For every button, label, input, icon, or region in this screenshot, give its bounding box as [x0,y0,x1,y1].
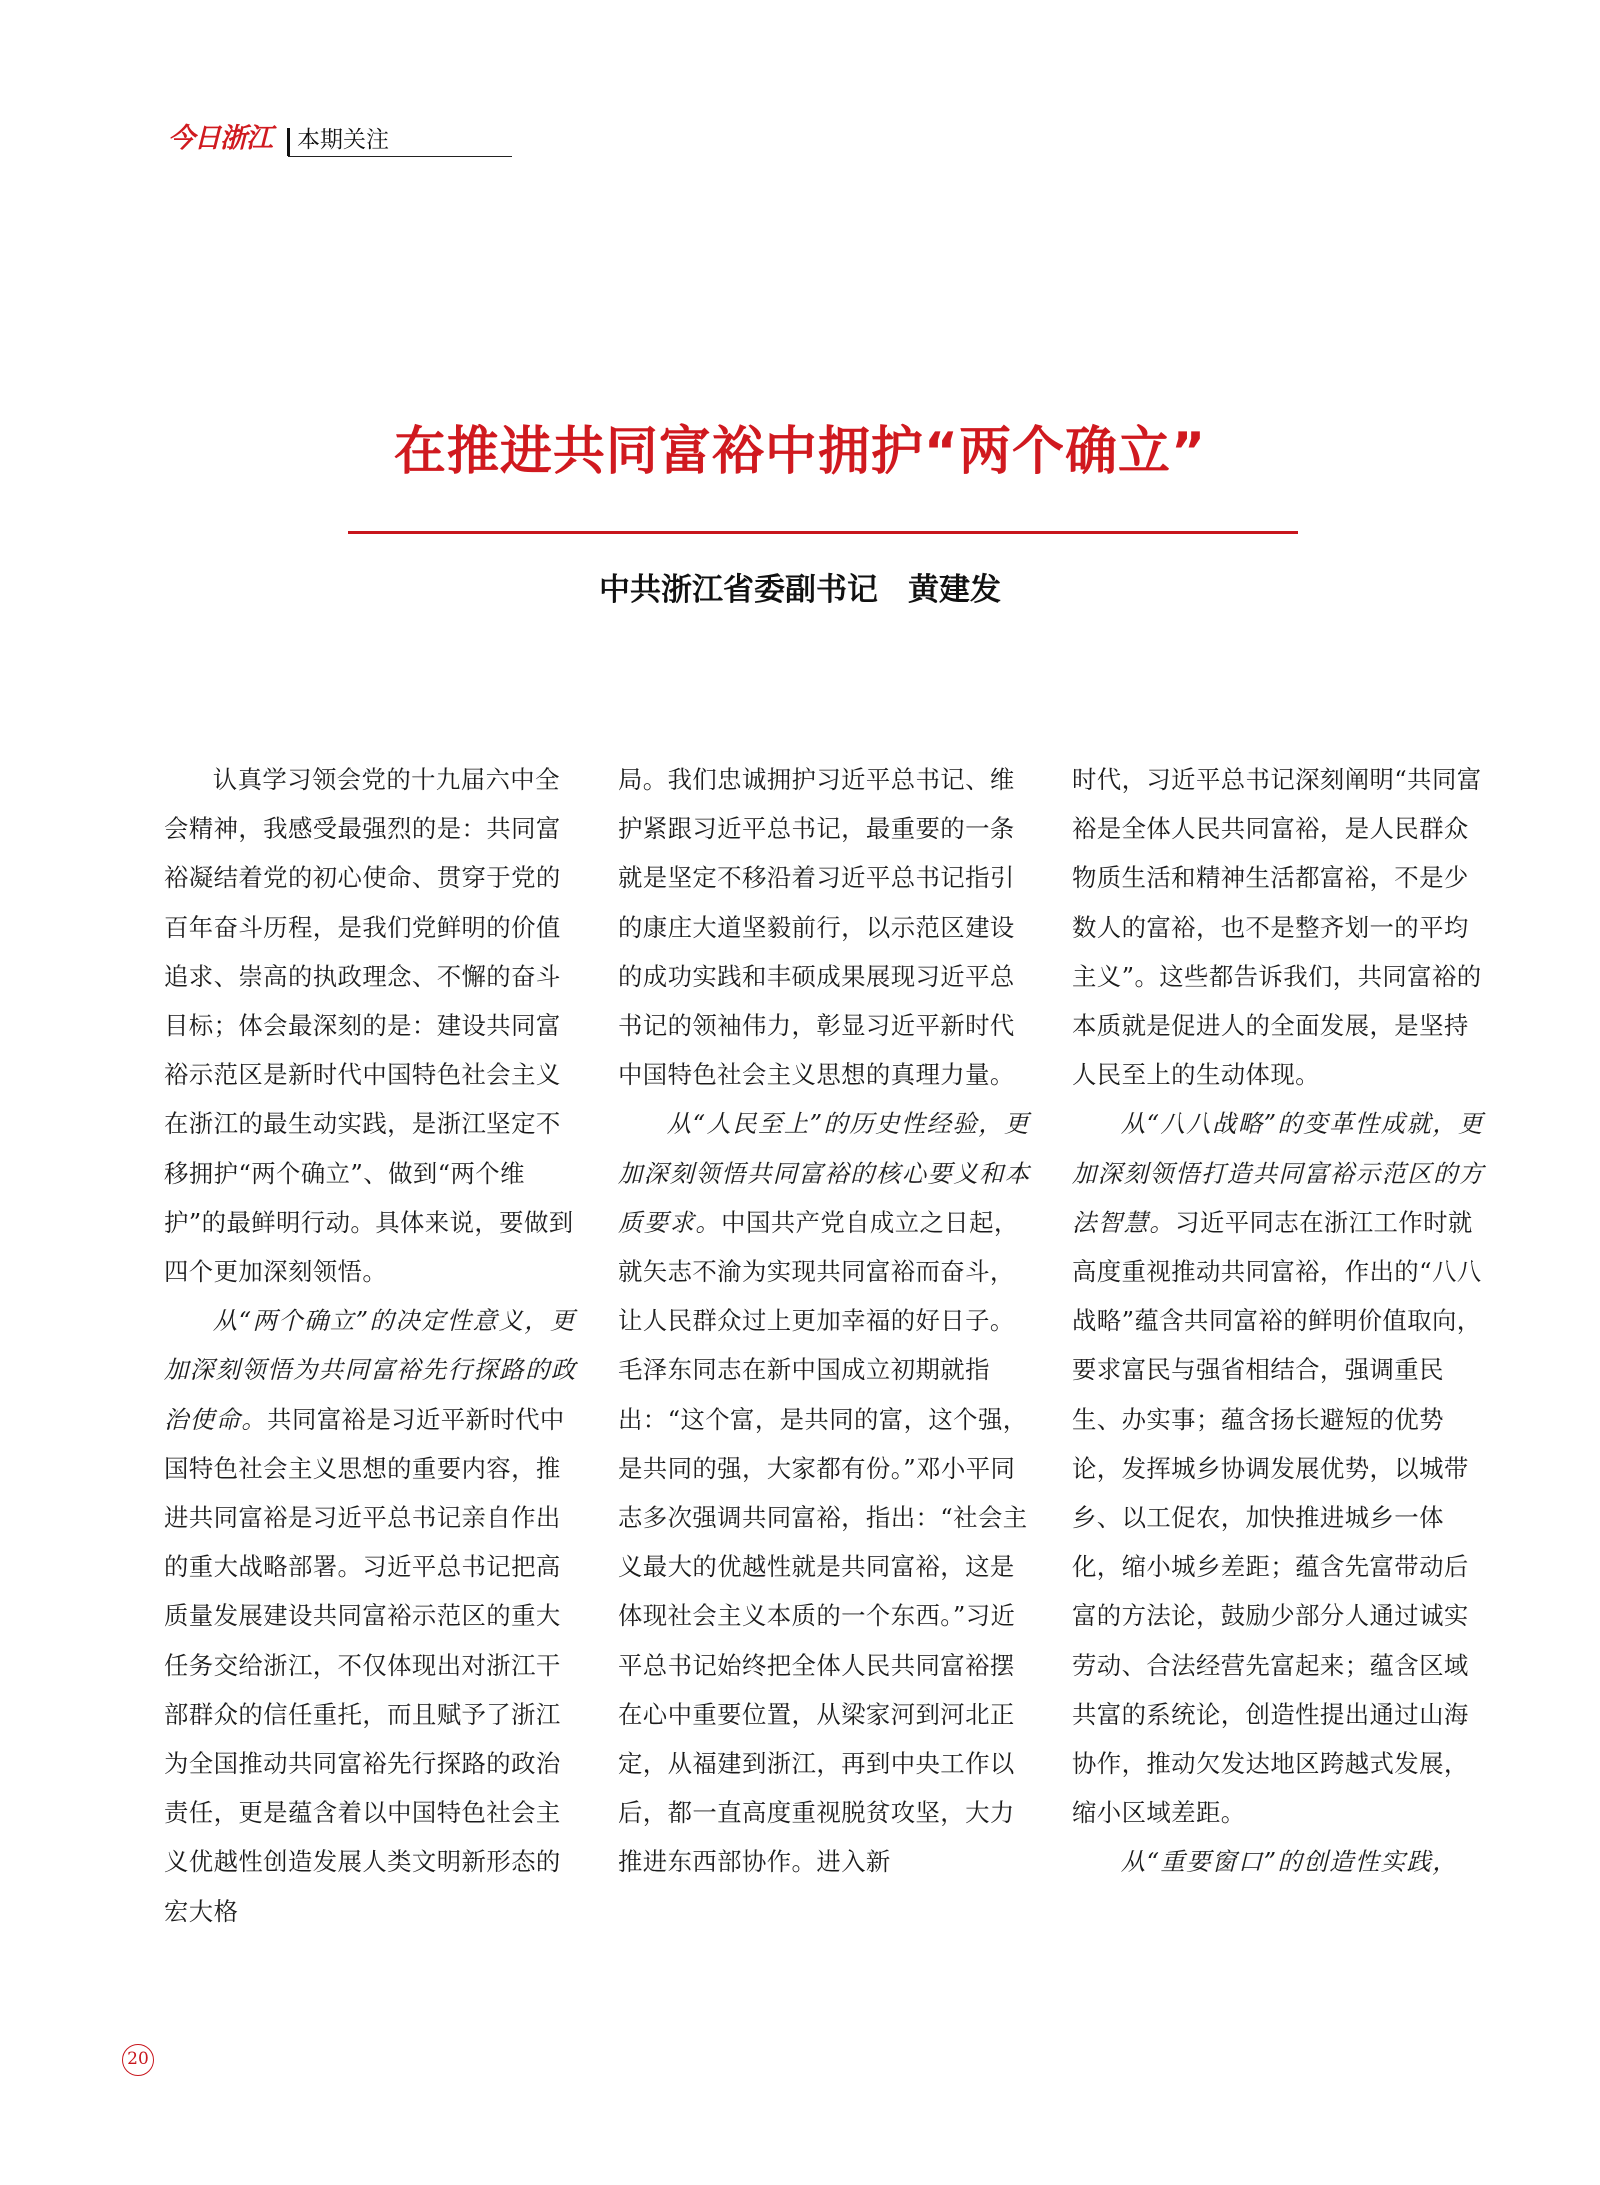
page-number: 20 [122,2044,154,2076]
paragraph-text: 中国共产党自成立之日起，就矢志不渝为实现共同富裕而奋斗，让人民群众过上更加幸福的好日子。毛泽东同志在新中国成立初期就指出：“这个富，是共同的富，这个强，是共同的强，大家都有份。”邓小平同志多次强调共同富裕，指出：“社会主义最大的优越性就是共同富裕，这是体现社会主义本质的一个东西。”习近平总书记始终把全体人民共同富裕摆在心中重要位置，从梁家河到河北正定，从福建到浙江，再到中央工作以后，都一直高度重视脱贫攻坚，大力推进东西部协作。进入新 [618,1207,1028,1877]
paragraph-text: 认真学习领会党的十九届六中全会精神，我感受最强烈的是：共同富裕凝结着党的初心使命、贯穿于党的百年奋斗历程，是我们党鲜明的价值追求、崇高的执政理念、不懈的奋斗目标；体会最深刻的是：建设共同富裕示范区是新时代中国特色社会主义在浙江的最生动实践，是浙江坚定不移拥护“两个确立”、做到“两个维护”的最鲜明行动。具体来说，要做到四个更加深刻领悟。 [164,765,574,1287]
paragraph [1072,1099,1492,1837]
paragraph [618,755,1038,1099]
paragraph-lead: 从“八八战略”的变革性成就，更加深刻领悟打造共同富裕示范区的方法智慧。 [1072,1109,1485,1237]
paragraph [1072,1837,1492,1886]
author-name: 黄建发 [908,572,1001,608]
paragraph [1072,755,1492,1099]
title-rule [348,531,1298,534]
paragraph [164,755,584,1296]
paragraph-text: 时代，习近平总书记深刻阐明“共同富裕是全体人民共同富裕，是人民群众物质生活和精神生活都富裕，不是少数人的富裕，也不是整齐划一的平均主义”。这些都告诉我们，共同富裕的本质就是促进人的全面发展，是坚持人民至上的生动体现。 [1072,765,1482,1090]
paragraph-lead: 从“人民至上”的历史性经验，更加深刻领悟共同富裕的核心要义和本质要求。 [618,1109,1031,1237]
masthead-underline [288,156,512,157]
paragraph [164,1296,584,1936]
section-label: 本期关注 [297,127,389,153]
paragraph-text: 习近平同志在浙江工作时就高度重视推动共同富裕，作出的“八八战略”蕴含共同富裕的鲜明价值取向，要求富民与强省相结合，强调重民生、办实事；蕴含扬长避短的优势论，发挥城乡协调发展优势，以城带乡、以工促农，加快推进城乡一体化，缩小城乡差距；蕴含先富带动后富的方法论，鼓励少部分人通过诚实劳动、合法经营先富起来；蕴含区域共富的系统论，创造性提出通过山海协作，推动欠发达地区跨越式发展，缩小区域差距。 [1072,1207,1482,1828]
paragraph-lead: 从“重要窗口”的创造性实践， [1120,1847,1459,1877]
text-column-1 [164,755,584,1936]
magazine-logo: 今日浙江 [168,123,272,154]
text-column-2 [618,755,1038,1887]
paragraph-lead: 从“两个确立”的决定性意义，更加深刻领悟为共同富裕先行探路的政治使命。 [164,1306,577,1434]
article-title: 在推进共同富裕中拥护“两个确立” [393,422,1207,482]
text-column-3 [1072,755,1492,1887]
byline [0,562,1600,618]
author-title: 中共浙江省委副书记 [599,572,878,608]
paragraph [618,1099,1038,1886]
masthead-divider [287,128,290,156]
masthead [168,122,512,158]
paragraph-text: 局。我们忠诚拥护习近平总书记、维护紧跟习近平总书记，最重要的一条就是坚定不移沿着习近平总书记指引的康庄大道坚毅前行，以示范区建设的成功实践和丰硕成果展现习近平总书记的领袖伟力，彰显习近平新时代中国特色社会主义思想的真理力量。 [618,765,1015,1090]
paragraph-text: 共同富裕是习近平新时代中国特色社会主义思想的重要内容，推进共同富裕是习近平总书记亲自作出的重大战略部署。习近平总书记把高质量发展建设共同富裕示范区的重大任务交给浙江，不仅体现出对浙江干部群众的信任重托，而且赋予了浙江为全国推动共同富裕先行探路的政治责任，更是蕴含着以中国特色社会主义优越性创造发展人类文明新形态的宏大格 [164,1404,565,1926]
